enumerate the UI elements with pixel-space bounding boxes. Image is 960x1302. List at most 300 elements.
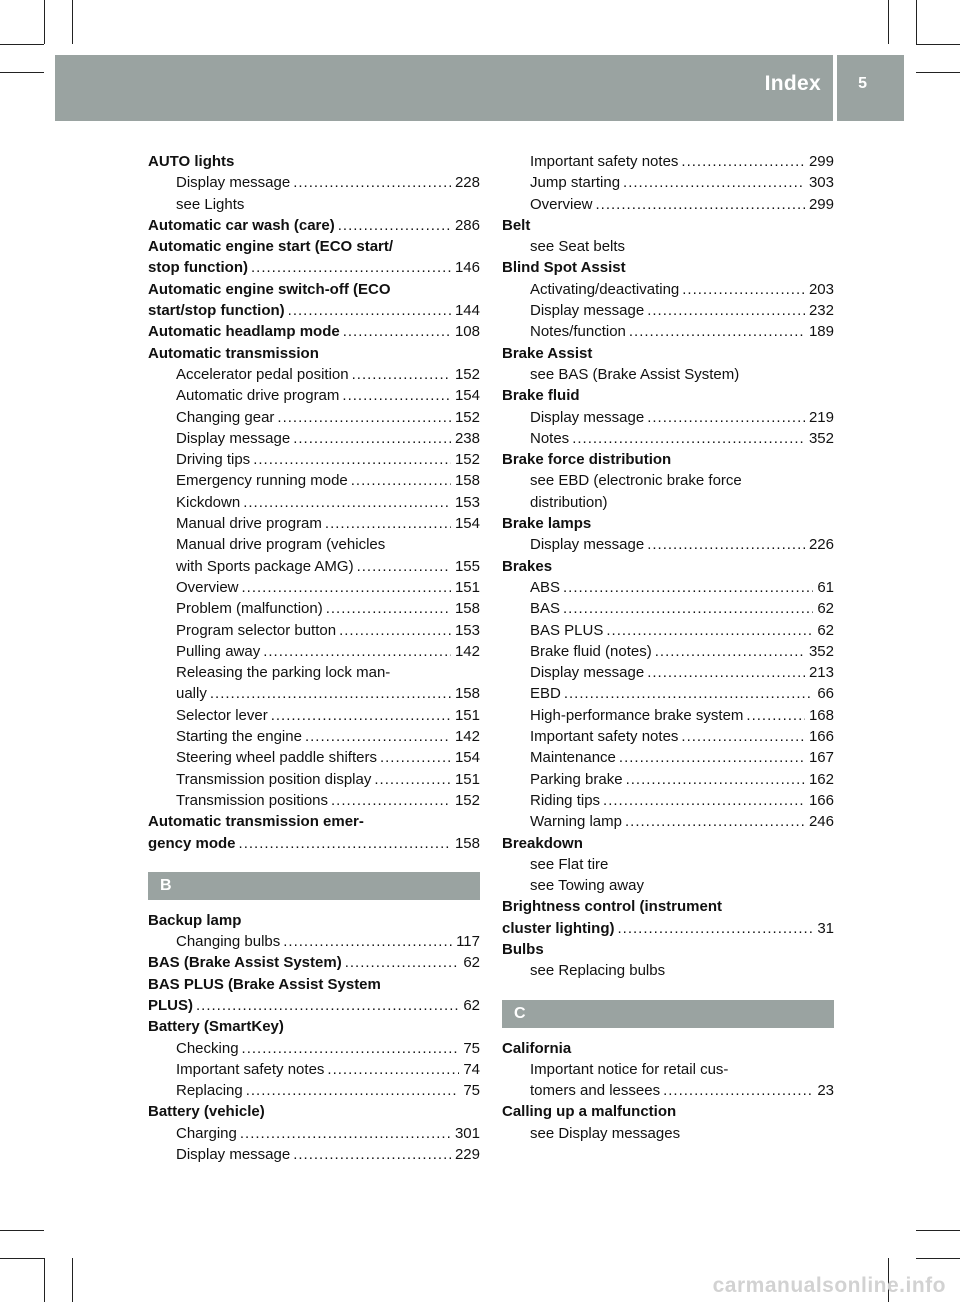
entry-text: Automatic transmission emer- [148,813,364,831]
entry-text: Important safety notes [176,1060,325,1078]
index-subentry [502,747,834,768]
entry-text: Charging [176,1124,237,1142]
entry-text: Backup lamp [148,911,242,929]
page-reference[interactable]: 75 [463,1082,480,1100]
entry-text: Manual drive program [176,515,322,533]
entry-text: Brake fluid [502,387,580,405]
page-reference[interactable]: 299 [808,195,834,213]
index-entry [148,995,480,1016]
header-divider [833,55,837,121]
index-subentry [148,620,480,641]
entry-text: stop function) [148,259,248,277]
page-reference[interactable]: 158 [454,600,480,618]
entry-text: Brake force distribution [502,451,672,469]
page-reference[interactable]: 155 [454,557,480,575]
crop-mark [888,0,889,44]
entry-text: see Lights [176,195,245,213]
entry-text: PLUS) [148,996,193,1014]
index-entry [502,939,834,960]
dot-leader [246,1080,460,1101]
index-subentry [502,1059,834,1080]
dot-leader [625,811,805,832]
index-entry [502,833,834,854]
section-header-c: C [502,1000,834,1028]
entry-text: Program selector button [176,621,337,639]
dot-leader [293,172,451,193]
index-subentry [502,428,834,449]
index-entry [148,300,480,321]
index-entry-list [148,151,480,854]
crop-mark [72,0,73,44]
entry-text: Display message [530,302,645,320]
page-reference[interactable]: 61 [817,578,834,596]
page-reference[interactable]: 213 [808,664,834,682]
index-entry [502,1038,834,1059]
page-reference[interactable]: 167 [808,749,834,767]
index-subentry [148,470,480,491]
dot-leader [563,577,813,598]
page-reference[interactable]: 246 [808,813,834,831]
index-entry [148,215,480,236]
index-subentry [148,492,480,513]
page-reference[interactable]: 154 [454,515,480,533]
entry-text: Calling up a malfunction [502,1103,677,1121]
index-subentry [502,364,834,385]
entry-text: Display message [530,408,645,426]
crop-mark [916,1258,960,1259]
index-subentry [148,407,480,428]
entry-text: Jump starting [530,174,621,192]
index-entry [502,449,834,470]
entry-text: Checking [176,1039,239,1057]
entry-text: Display message [176,429,291,447]
dot-leader [325,513,451,534]
index-entry [502,215,834,236]
entry-text: Brightness control (instrument [502,898,723,916]
index-subentry [502,641,834,662]
index-subentry [502,1080,834,1101]
index-subentry [148,726,480,747]
page-reference[interactable]: 23 [817,1082,834,1100]
page-reference[interactable]: 117 [456,933,480,951]
index-subentry [148,556,480,577]
index-subentry [502,854,834,875]
entry-text: Automatic engine start (ECO start/ [148,238,394,256]
page-reference[interactable]: 74 [463,1060,480,1078]
entry-text: Display message [530,664,645,682]
entry-text: Display message [176,174,291,192]
index-subentry [148,1038,480,1059]
index-subentry [502,194,834,215]
crop-mark [916,1230,960,1231]
dot-leader [603,790,805,811]
entry-text: distribution) [530,493,608,511]
entry-text: Battery (SmartKey) [148,1018,284,1036]
page-reference[interactable]: 31 [817,919,834,937]
index-subentry [148,683,480,704]
dot-leader [243,492,451,513]
dot-leader [647,662,805,683]
index-entry [148,343,480,364]
page-reference[interactable]: 301 [454,1124,480,1142]
index-entry-list [502,1038,834,1144]
index-entry [148,236,480,257]
entry-text: gency mode [148,834,236,852]
crop-mark [0,1258,44,1259]
index-entry [148,952,480,973]
entry-text: Automatic car wash (care) [148,216,335,234]
entry-text: see BAS (Brake Assist System) [530,365,740,383]
entry-text: Overview [530,195,593,213]
entry-text: Problem (malfunction) [176,600,323,618]
index-subentry [148,449,480,470]
entry-text: Kickdown [176,493,241,511]
page-reference[interactable]: 144 [454,302,480,320]
page-reference[interactable]: 226 [808,536,834,554]
dot-leader [596,194,805,215]
dot-leader [271,705,451,726]
page-reference[interactable]: 152 [454,451,480,469]
entry-text: Replacing [176,1082,243,1100]
entry-text: cluster lighting) [502,919,615,937]
watermark: carmanualsonline.info [712,1274,946,1297]
crop-mark [0,44,44,45]
page-reference[interactable]: 108 [454,323,480,341]
page-reference[interactable]: 154 [454,387,480,405]
entry-text: Changing gear [176,408,275,426]
entry-text: Display message [530,536,645,554]
index-subentry [502,620,834,641]
page-reference[interactable]: 352 [808,429,834,447]
page-reference[interactable]: 62 [463,996,480,1014]
index-entry [502,385,834,406]
entry-text: BAS PLUS (Brake Assist System [148,975,381,993]
dot-leader [351,470,451,491]
dot-leader [242,1038,460,1059]
entry-text: High-performance brake system [530,706,744,724]
index-subentry [502,172,834,193]
entry-text: see EBD (electronic brake force [530,472,742,490]
index-entry [148,321,480,342]
entry-text: see Display messages [530,1124,681,1142]
entry-text: tomers and lessees [530,1082,661,1100]
entry-text: Breakdown [502,834,583,852]
entry-text: Transmission positions [176,791,328,809]
crop-mark [44,1258,45,1302]
crop-mark [916,0,917,44]
index-subentry [502,960,834,981]
index-entry-list [148,910,480,1166]
index-subentry [148,662,480,683]
dot-leader [305,726,451,747]
dot-leader [196,995,459,1016]
index-subentry [148,1123,480,1144]
dot-leader [746,705,805,726]
page-reference[interactable]: 168 [808,706,834,724]
dot-leader [331,790,451,811]
index-subentry [502,279,834,300]
entry-text: Accelerator pedal position [176,365,349,383]
dot-leader [564,683,813,704]
index-subentry [502,151,834,172]
entry-text: Pulling away [176,642,261,660]
entry-text: ABS [530,578,561,596]
page-reference[interactable]: 238 [454,429,480,447]
page-reference[interactable]: 166 [808,728,834,746]
dot-leader [629,321,805,342]
page-title: Index [764,72,821,95]
page-reference[interactable]: 153 [454,493,480,511]
dot-leader [242,577,451,598]
index-entry [502,257,834,278]
dot-leader [647,534,805,555]
crop-mark [0,1230,44,1231]
entry-text: Notes [530,429,570,447]
entry-text: Blind Spot Assist [502,259,626,277]
entry-text: Bulbs [502,940,544,958]
index-subentry [502,790,834,811]
entry-text: BAS (Brake Assist System) [148,954,342,972]
entry-text: Automatic headlamp mode [148,323,340,341]
index-subentry [502,662,834,683]
dot-leader [563,598,813,619]
crop-mark [0,72,44,73]
entry-text: Display message [176,1146,291,1164]
index-subentry [148,1080,480,1101]
dot-leader [327,1059,459,1080]
entry-text: Driving tips [176,451,251,469]
page-reference[interactable]: 151 [454,706,480,724]
dot-leader [619,747,805,768]
entry-text: EBD [530,685,561,703]
page-reference[interactable]: 229 [454,1146,480,1164]
page-reference[interactable]: 152 [454,408,480,426]
page-reference[interactable]: 219 [808,408,834,426]
page-header-bar [55,55,904,121]
index-subentry [502,598,834,619]
index-entry [502,556,834,577]
page-reference[interactable]: 232 [808,302,834,320]
index-subentry [148,428,480,449]
dot-leader [343,321,451,342]
page-reference[interactable]: 158 [454,472,480,490]
index-entry [502,896,834,917]
dot-leader [681,151,805,172]
entry-text: Selector lever [176,706,268,724]
page-reference[interactable]: 189 [808,323,834,341]
entry-text: Belt [502,216,531,234]
dot-leader [210,683,451,704]
dot-leader [623,172,805,193]
index-entry [148,257,480,278]
dot-leader [681,726,805,747]
index-subentry [148,194,480,215]
entry-text: see Towing away [530,877,644,895]
dot-leader [647,407,805,428]
index-subentry [502,492,834,513]
index-subentry [148,598,480,619]
page-reference[interactable]: 142 [454,642,480,660]
entry-text: see Seat belts [530,238,626,256]
entry-text: Manual drive program (vehicles [176,536,386,554]
index-subentry [502,534,834,555]
entry-text: Overview [176,578,239,596]
entry-text: Brakes [502,557,553,575]
index-subentry [502,407,834,428]
page-reference[interactable]: 152 [454,791,480,809]
entry-text: ually [176,685,207,703]
dot-leader [618,918,814,939]
index-entry [148,811,480,832]
page-reference[interactable]: 299 [808,153,834,170]
page-reference[interactable]: 62 [817,600,834,618]
index-column-left [148,151,480,1165]
index-subentry [148,513,480,534]
dot-leader [374,769,451,790]
index-subentry [148,641,480,662]
page-reference[interactable]: 142 [454,728,480,746]
page-reference[interactable]: 303 [808,174,834,192]
dot-leader [345,952,460,973]
page-reference[interactable]: 62 [817,621,834,639]
dot-leader [682,279,805,300]
dot-leader [338,215,451,236]
dot-leader [572,428,805,449]
entry-text: Important safety notes [530,153,679,170]
entry-text: Automatic drive program [176,387,340,405]
index-subentry [502,683,834,704]
dot-leader [380,747,451,768]
index-subentry [502,1123,834,1144]
entry-text: Riding tips [530,791,601,809]
page-reference[interactable]: 151 [454,770,480,788]
entry-text: Changing bulbs [176,933,281,951]
index-subentry [502,321,834,342]
crop-mark [44,0,45,44]
index-subentry [502,470,834,491]
entry-text: see Replacing bulbs [530,962,666,980]
entry-text: AUTO lights [148,153,235,170]
entry-text: Important notice for retail cus- [530,1060,729,1078]
entry-text: Transmission position display [176,770,372,788]
entry-text: Maintenance [530,749,616,767]
entry-text: Battery (vehicle) [148,1103,265,1121]
page-reference[interactable]: 152 [454,365,480,383]
entry-text: start/stop function) [148,302,285,320]
page-reference[interactable]: 162 [808,770,834,788]
index-subentry [502,236,834,257]
index-subentry [502,577,834,598]
entry-text: Important safety notes [530,728,679,746]
index-subentry [148,705,480,726]
dot-leader [251,257,451,278]
section-header-b: B [148,872,480,900]
page-reference[interactable]: 352 [808,642,834,660]
dot-leader [239,833,451,854]
index-entry [148,833,480,854]
index-entry [148,910,480,931]
index-subentry [148,790,480,811]
crop-mark [916,72,960,73]
page-reference[interactable]: 62 [463,954,480,972]
page-reference[interactable]: 158 [454,834,480,852]
index-subentry [502,705,834,726]
dot-leader [253,449,451,470]
dot-leader [352,364,451,385]
index-entry [148,974,480,995]
entry-text: Parking brake [530,770,623,788]
dot-leader [342,385,451,406]
index-entry [502,918,834,939]
dot-leader [606,620,813,641]
index-entry [148,151,480,172]
index-subentry [148,931,480,952]
page-reference[interactable]: 151 [454,578,480,596]
crop-mark [916,44,960,45]
entry-text: Activating/deactivating [530,280,680,298]
entry-text: Brake Assist [502,344,593,362]
index-entry-list [502,151,834,982]
dot-leader [240,1123,451,1144]
entry-text: Releasing the parking lock man- [176,664,391,682]
dot-leader [293,428,451,449]
index-subentry [502,811,834,832]
entry-text: Warning lamp [530,813,622,831]
entry-text: Notes/function [530,323,626,341]
page-reference[interactable]: 286 [454,216,480,234]
dot-leader [293,1144,451,1165]
page-reference[interactable]: 166 [808,791,834,809]
index-entry [502,513,834,534]
index-subentry [502,769,834,790]
entry-text: BAS PLUS [530,621,604,639]
page-reference[interactable]: 203 [808,280,834,298]
entry-text: Automatic transmission [148,344,319,362]
index-entry [148,279,480,300]
page-reference[interactable]: 158 [454,685,480,703]
index-subentry [148,364,480,385]
entry-text: BAS [530,600,561,618]
dot-leader [326,598,451,619]
entry-text: Steering wheel paddle shifters [176,749,377,767]
index-entry [502,343,834,364]
dot-leader [357,556,451,577]
page-reference[interactable]: 154 [454,749,480,767]
dot-leader [277,407,451,428]
page-number: 5 [858,75,867,92]
dot-leader [263,641,451,662]
page-reference[interactable]: 146 [454,259,480,277]
dot-leader [288,300,451,321]
index-subentry [148,769,480,790]
page-reference[interactable]: 228 [454,174,480,192]
index-entry [148,1101,480,1122]
entry-text: Brake lamps [502,515,592,533]
index-column-right [502,151,834,1144]
page-reference[interactable]: 153 [454,621,480,639]
index-subentry [502,875,834,896]
entry-text: see Flat tire [530,855,609,873]
index-subentry [502,726,834,747]
crop-mark [72,1258,73,1302]
dot-leader [283,931,452,952]
page-reference[interactable]: 75 [463,1039,480,1057]
page-reference[interactable]: 66 [817,685,834,703]
dot-leader [626,769,805,790]
entry-text: Brake fluid (notes) [530,642,652,660]
index-entry [148,1016,480,1037]
index-subentry [148,1144,480,1165]
